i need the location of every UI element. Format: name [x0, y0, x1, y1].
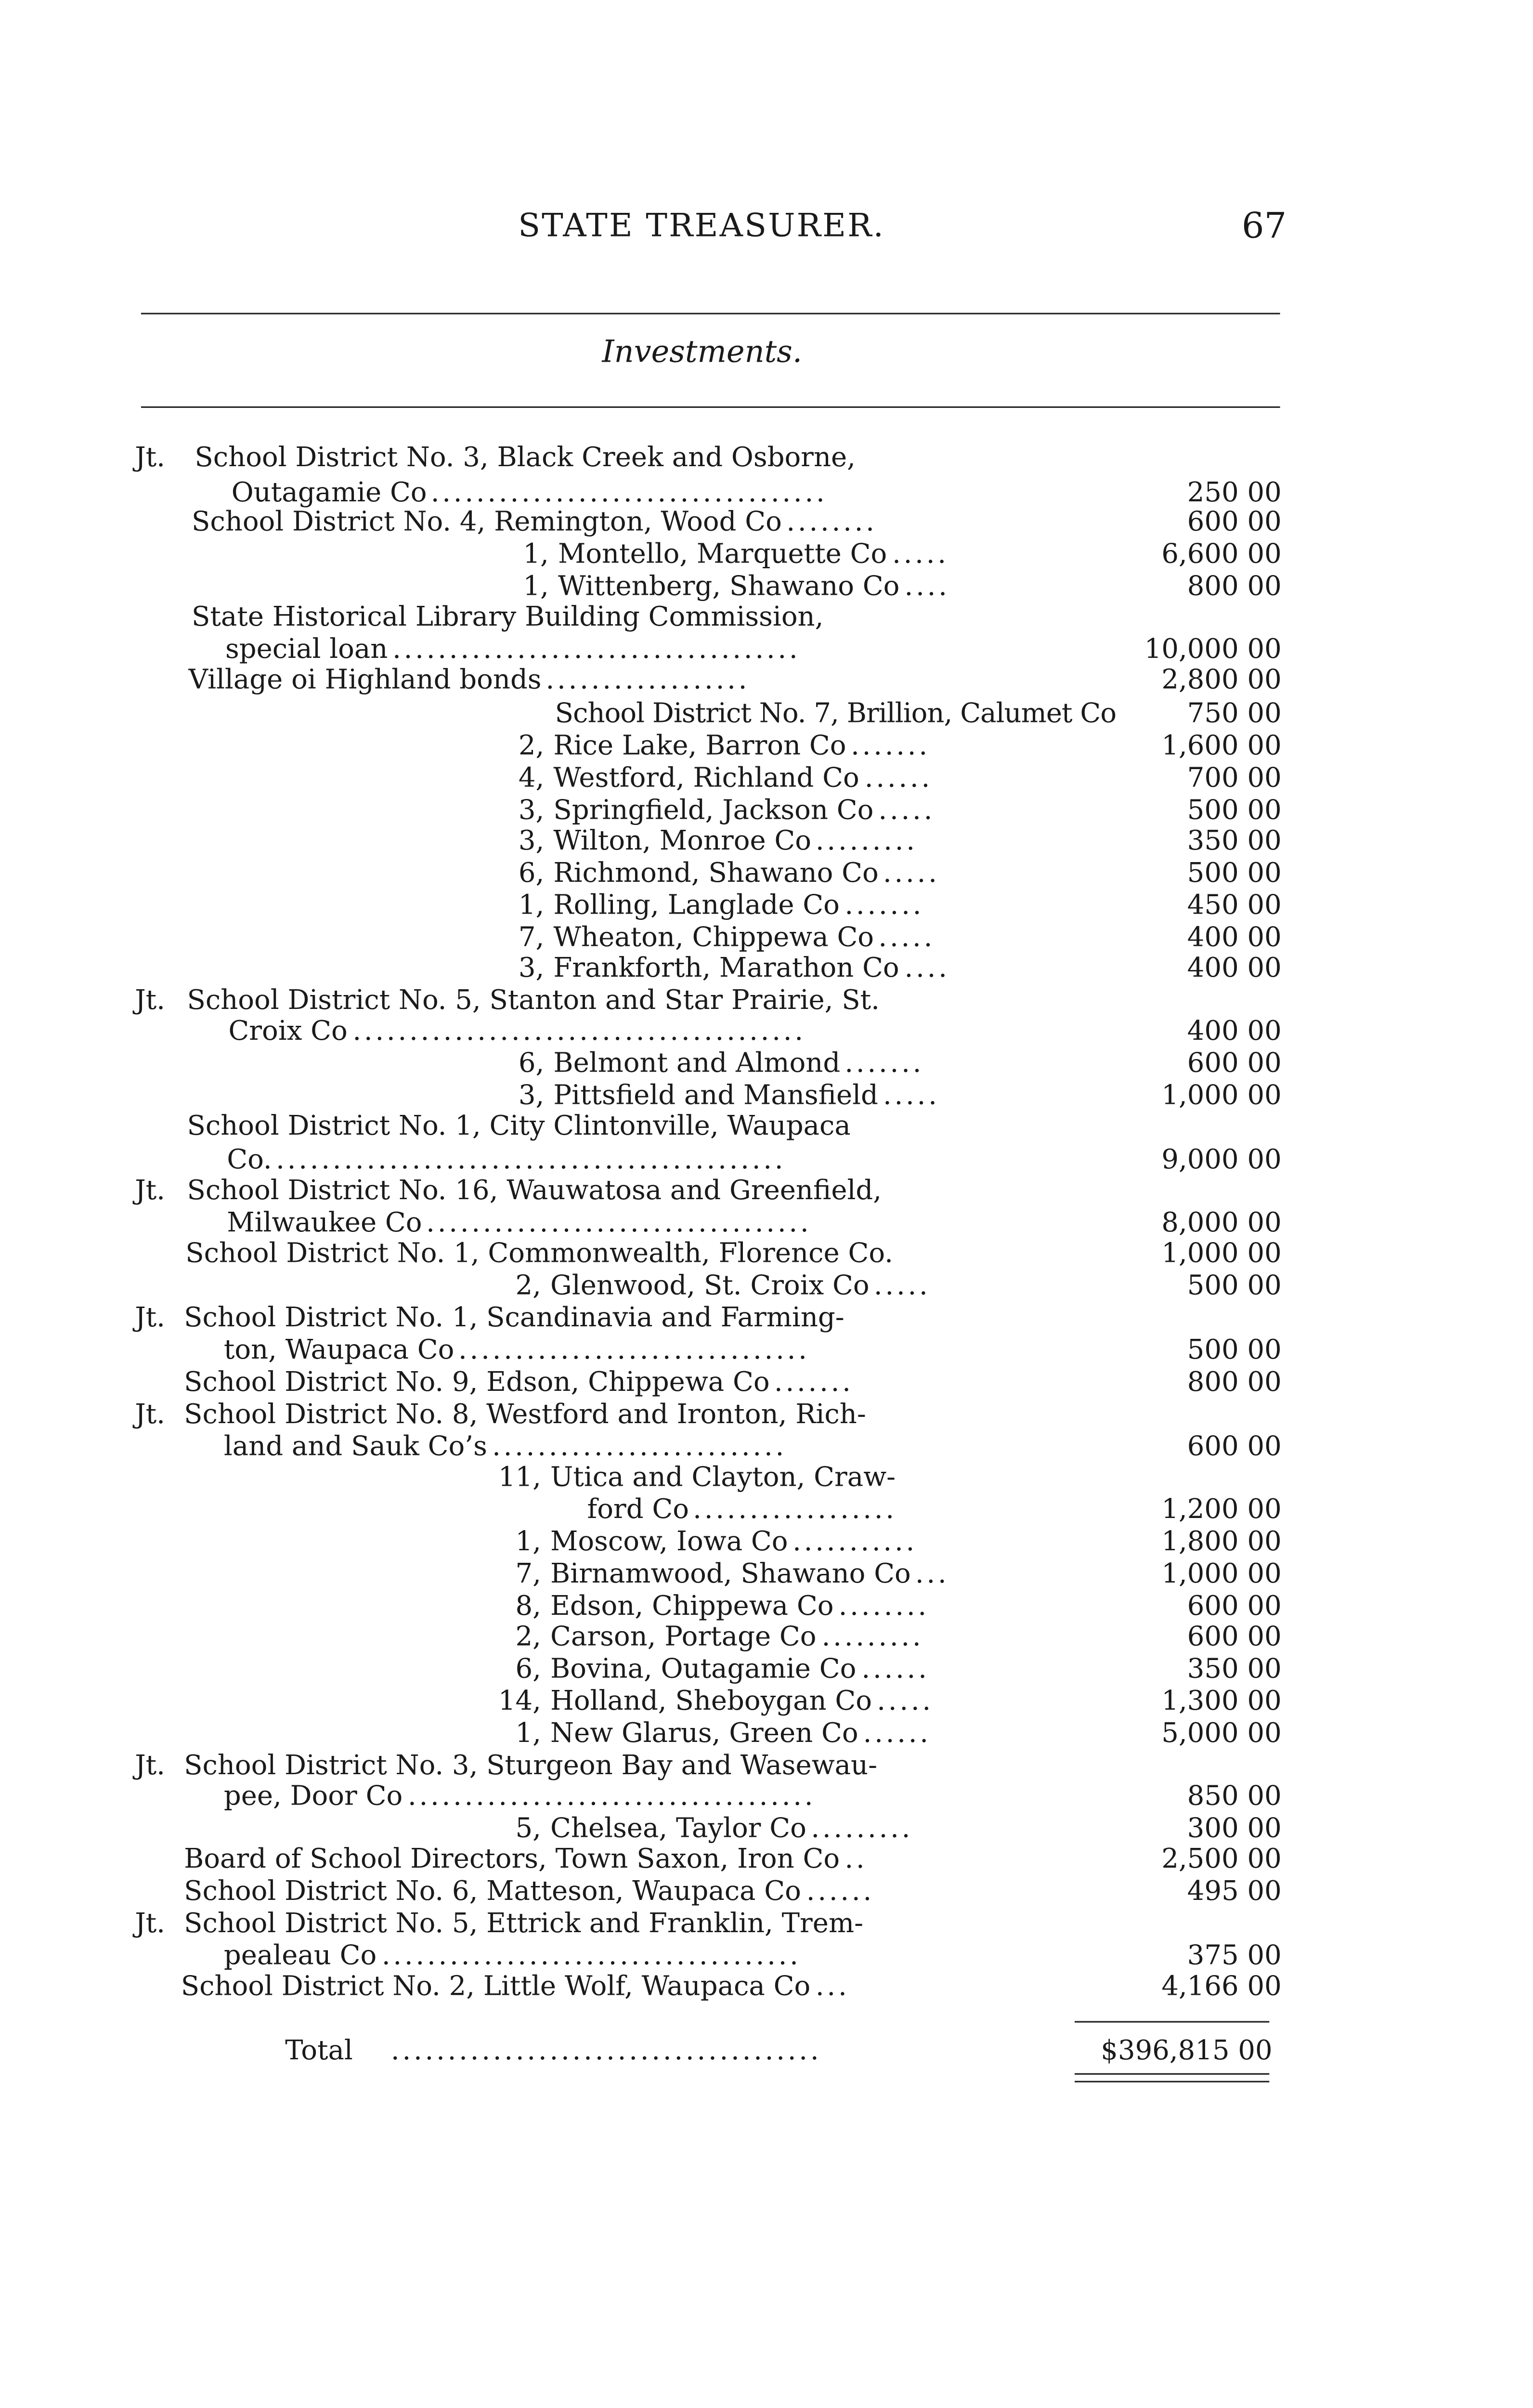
leader-dots: ..................: [693, 1495, 897, 1526]
entry-label: Edson, Chippewa Co: [550, 1591, 834, 1623]
leader-dots: ..................: [546, 665, 750, 696]
total-label: Total: [285, 2036, 353, 2068]
amount-cell: 450 00: [1187, 890, 1282, 922]
entry-label: Village oi Highland bonds: [188, 665, 542, 696]
amount-cell: 4,166 00: [1161, 1972, 1282, 2003]
total-double-rule-top: [1075, 2073, 1269, 2075]
amount-cell: 1,000 00: [1161, 1239, 1282, 1270]
entry-label: Holland, Sheboygan Co: [550, 1687, 872, 1718]
entry-label: School District No. 9, Edson, Chippewa Co: [184, 1368, 770, 1399]
entry-label: Wittenberg, Shawano Co: [558, 572, 900, 603]
leader-dots: .....: [873, 1271, 931, 1302]
leader-dots: ..: [844, 1845, 868, 1876]
total-double-rule-bottom: [1075, 2081, 1269, 2082]
entry-label: School District No. 1, Scandinavia and Farming-: [184, 1303, 844, 1335]
district-number: 1,: [515, 1527, 541, 1558]
leader-dots: ....................................: [392, 635, 801, 666]
amount-cell: 400 00: [1187, 923, 1282, 954]
leader-dots: ......: [864, 763, 933, 795]
entry-label: School District No. 1, City Clintonville, Waupaca: [187, 1112, 851, 1143]
district-number: 14,: [498, 1687, 541, 1718]
leader-dots: ......: [861, 1654, 930, 1686]
amount-cell: 600 00: [1187, 1622, 1282, 1653]
leader-dots: .....: [878, 923, 935, 954]
amount-cell: 800 00: [1187, 1368, 1282, 1399]
amount-cell: 1,800 00: [1161, 1527, 1282, 1558]
leader-dots: ........: [786, 507, 877, 538]
entry-label: Montello, Marquette Co: [558, 539, 887, 571]
amount-cell: 10,000 00: [1144, 635, 1282, 666]
entry-label: School District No. 5, Stanton and Star Prairie, St.: [187, 986, 880, 1017]
entry-label: Pittsfield and Mansfield: [553, 1081, 878, 1112]
entry-label: Croix Co: [228, 1016, 348, 1047]
district-number: 1,: [515, 1719, 541, 1750]
entry-label: Rice Lake, Barron Co: [553, 731, 846, 762]
entry-label: Wheaton, Chippewa Co: [553, 923, 874, 954]
entry-label: Richmond, Shawano Co: [553, 859, 879, 890]
entry-label: Utica and Clayton, Craw-: [550, 1463, 896, 1494]
amount-cell: 500 00: [1187, 796, 1282, 827]
district-number: 3,: [518, 1081, 545, 1112]
district-number: 2,: [515, 1271, 541, 1302]
running-title: STATE TREASURER.: [518, 207, 885, 244]
district-number: 2,: [515, 1622, 541, 1653]
entry-label: Board of School Directors, Town Saxon, Iron Co: [184, 1845, 840, 1876]
leader-dots: .....: [892, 539, 949, 571]
amount-cell: 350 00: [1187, 1654, 1282, 1686]
leader-dots: .........: [821, 1622, 924, 1653]
district-number: 1,: [523, 572, 549, 603]
page-number: 67: [1242, 207, 1287, 247]
entry-label: School District No. 4, Remington, Wood Co: [192, 507, 782, 538]
amount-cell: 2,500 00: [1161, 1845, 1282, 1876]
leader-dots: ...................................: [430, 478, 828, 510]
entry-label: Bovina, Outagamie Co: [550, 1654, 857, 1686]
leader-dots: .....: [877, 1687, 934, 1718]
leader-dots: ......: [863, 1719, 931, 1750]
leader-dots: ...: [915, 1559, 949, 1590]
amount-cell: 9,000 00: [1161, 1145, 1282, 1177]
amount-cell: 6,600 00: [1161, 539, 1282, 571]
leader-dots: .......: [844, 890, 924, 922]
entry-label: pealeau Co: [223, 1941, 377, 1972]
leader-dots: ..........................: [492, 1432, 787, 1463]
district-number: 6,: [515, 1654, 541, 1686]
amount-cell: 600 00: [1187, 1591, 1282, 1623]
entry-label: Rolling, Langlade Co: [553, 890, 840, 922]
joint-marker: Jt.: [135, 443, 165, 474]
district-number: 2,: [518, 731, 545, 762]
leader-dots: ...........: [792, 1527, 918, 1558]
joint-marker: Jt.: [135, 1400, 165, 1431]
leader-dots: ..................................: [426, 1208, 812, 1239]
district-number: 3,: [518, 826, 545, 857]
section-title: Investments.: [602, 332, 803, 370]
leader-dots: .......: [844, 1048, 924, 1080]
amount-cell: 1,600 00: [1161, 731, 1282, 762]
leader-dots: .......: [851, 731, 930, 762]
district-number: 8,: [515, 1591, 541, 1623]
amount-cell: 250 00: [1187, 478, 1282, 510]
sum-rule: [1075, 2021, 1269, 2023]
entry-label: Birnamwood, Shawano Co: [550, 1559, 911, 1590]
entry-label: Milwaukee Co: [227, 1208, 422, 1239]
joint-marker: Jt.: [135, 1176, 165, 1207]
amount-cell: 600 00: [1187, 507, 1282, 538]
header-rule: [141, 313, 1280, 314]
entry-label: School District No. 6, Matteson, Waupaca Co: [184, 1877, 801, 1908]
leader-dots: ......: [806, 1877, 875, 1908]
amount-cell: 375 00: [1187, 1941, 1282, 1972]
leader-dots: .....: [878, 796, 935, 827]
entry-label: School District No. 3, Sturgeon Bay and Wasewau-: [184, 1751, 878, 1782]
amount-cell: 1,200 00: [1161, 1495, 1282, 1526]
entry-label: pee, Door Co: [223, 1781, 403, 1813]
district-number: 7,: [515, 1559, 541, 1590]
amount-cell: 850 00: [1187, 1781, 1282, 1813]
leader-dots: ........: [838, 1591, 929, 1623]
total-amount: $396,815 00: [1101, 2036, 1273, 2068]
amount-cell: 500 00: [1187, 859, 1282, 890]
leader-dots: .........: [811, 1814, 913, 1845]
district-number: 3,: [518, 954, 545, 985]
district-number: 7,: [518, 923, 545, 954]
district-number: 6,: [518, 1048, 545, 1080]
amount-cell: 300 00: [1187, 1814, 1282, 1845]
entry-label: School District No. 2, Little Wolf, Waupaca Co: [181, 1972, 811, 2003]
entry-label: Moscow, Iowa Co: [550, 1527, 788, 1558]
district-number: 11,: [498, 1463, 541, 1494]
entry-label: School District No. 8, Westford and Ironton, Rich-: [184, 1400, 866, 1431]
leader-dots: .......: [774, 1368, 854, 1399]
entry-label: Springfield, Jackson Co: [553, 796, 874, 827]
amount-cell: 2,800 00: [1161, 665, 1282, 696]
joint-marker: Jt.: [135, 1303, 165, 1335]
leader-dots: .....................................: [381, 1941, 801, 1972]
entry-label: Outagamie Co: [231, 478, 427, 510]
leader-dots: .....: [883, 1081, 940, 1112]
entry-label: Carson, Portage Co: [550, 1622, 817, 1653]
joint-marker: Jt.: [135, 1751, 165, 1782]
amount-cell: 700 00: [1187, 763, 1282, 795]
district-number: 4,: [518, 763, 545, 795]
amount-cell: 350 00: [1187, 826, 1282, 857]
amount-cell: 500 00: [1187, 1271, 1282, 1302]
entry-label: State Historical Library Building Commission,: [192, 602, 824, 633]
leader-dots: ....: [904, 572, 950, 603]
entry-label: Chelsea, Taylor Co: [550, 1814, 806, 1845]
amount-cell: 495 00: [1187, 1877, 1282, 1908]
joint-marker: Jt.: [135, 986, 165, 1017]
leader-dots: ........................................: [352, 1016, 806, 1047]
entry-label: School District No. 5, Ettrick and Franklin, Trem-: [184, 1909, 864, 1940]
district-number: 6,: [518, 859, 545, 890]
entry-label: ton, Waupaca Co: [223, 1335, 455, 1366]
district-number: 1,: [518, 890, 545, 922]
district-number: 1,: [523, 539, 549, 571]
entry-label: land and Sauk Co’s: [223, 1432, 487, 1463]
amount-cell: 8,000 00: [1161, 1208, 1282, 1239]
amount-cell: 600 00: [1187, 1048, 1282, 1080]
entry-label: Frankforth, Marathon Co: [553, 954, 899, 985]
entry-label: Wilton, Monroe Co: [553, 826, 812, 857]
entry-label: School District No. 3, Black Creek and Osborne,: [195, 443, 856, 474]
joint-marker: Jt.: [135, 1909, 165, 1940]
amount-cell: 400 00: [1187, 1016, 1282, 1047]
amount-cell: 1,300 00: [1161, 1687, 1282, 1718]
entry-label: Westford, Richland Co: [553, 763, 859, 795]
entry-label: School District No. 7, Brillion, Calumet Co: [555, 699, 1117, 730]
amount-cell: 800 00: [1187, 572, 1282, 603]
leader-dots: .....: [883, 859, 940, 890]
entry-label: Belmont and Almond: [553, 1048, 841, 1080]
amount-cell: 600 00: [1187, 1432, 1282, 1463]
leader-dots: ...............................: [458, 1335, 810, 1366]
leader-dots: .............................................: [276, 1145, 786, 1177]
amount-cell: 500 00: [1187, 1335, 1282, 1366]
entry-label: ford Co: [587, 1495, 689, 1526]
entry-label: School District No. 1, Commonwealth, Florence Co.: [185, 1239, 893, 1270]
district-number: 5,: [515, 1814, 541, 1845]
district-number: 3,: [518, 796, 545, 827]
amount-cell: 5,000 00: [1161, 1719, 1282, 1750]
entry-label: School District No. 16, Wauwatosa and Greenfield,: [187, 1176, 882, 1207]
leader-dots: ...: [815, 1972, 850, 2003]
amount-cell: 1,000 00: [1161, 1081, 1282, 1112]
entry-label: special loan: [225, 635, 388, 666]
leader-dots: ......................................: [390, 2036, 822, 2068]
leader-dots: ....................................: [407, 1781, 816, 1813]
entry-label: New Glarus, Green Co: [550, 1719, 858, 1750]
amount-cell: 400 00: [1187, 954, 1282, 985]
amount-cell: 1,000 00: [1161, 1559, 1282, 1590]
amount-cell: 750 00: [1187, 699, 1282, 730]
section-rule: [141, 406, 1280, 408]
leader-dots: ....: [904, 954, 950, 985]
entry-label: Co.: [227, 1145, 272, 1177]
entry-label: Glenwood, St. Croix Co: [550, 1271, 870, 1302]
leader-dots: .........: [815, 826, 918, 857]
